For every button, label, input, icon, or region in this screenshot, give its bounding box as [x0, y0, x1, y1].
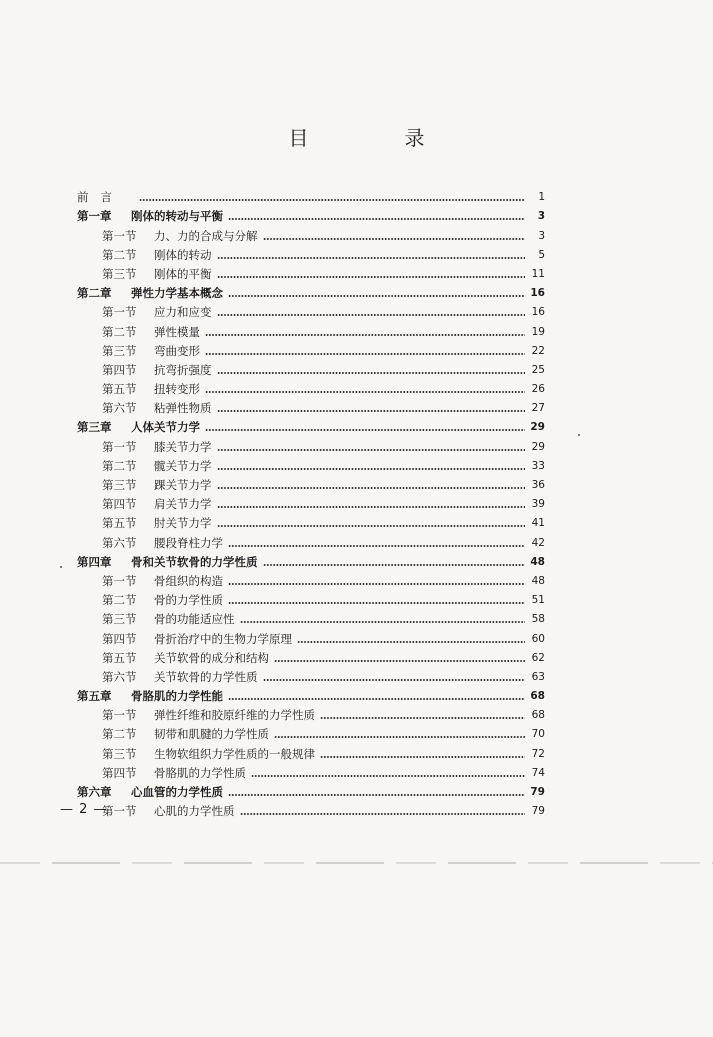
- toc-entry-title: 应力和应变: [154, 305, 212, 320]
- toc-entry-page: 70: [531, 728, 545, 741]
- dot-leader: [205, 333, 525, 337]
- toc-entry-page: 68: [531, 709, 545, 722]
- toc-chapter-entry: [77, 205, 545, 224]
- dot-leader: [228, 544, 525, 548]
- page-title: 目 录: [288, 126, 463, 150]
- toc-entry-page: 79: [530, 786, 545, 798]
- toc-entry-title: 骨的力学性质: [154, 593, 223, 608]
- toc-entry-number: 第一节: [102, 305, 137, 320]
- dot-leader: [217, 313, 526, 317]
- page-number: — 2 —: [60, 802, 108, 817]
- toc-entry-title: 骨胳肌的力学性能: [131, 689, 223, 704]
- toc-entry-page: 41: [531, 517, 545, 530]
- toc-chapter-entry: [77, 416, 545, 435]
- toc-entry-title: 关节软骨的力学性质: [154, 669, 258, 684]
- dot-leader: [274, 735, 525, 739]
- toc-entry-number: 第三章: [77, 420, 112, 435]
- dot-leader: [240, 812, 526, 816]
- toc-entry-page: 72: [531, 747, 545, 760]
- toc-entry-number: 第六节: [102, 669, 137, 684]
- dot-leader: [228, 601, 525, 605]
- toc-section-entry: [77, 742, 545, 761]
- toc-entry-page: 25: [531, 363, 545, 376]
- toc-entry-number: 第一节: [102, 804, 137, 819]
- dot-leader: [274, 659, 525, 663]
- dot-leader: [217, 275, 526, 279]
- dot-leader: [217, 467, 526, 471]
- toc-entry-number: 第二章: [77, 286, 112, 301]
- toc-section-entry: [77, 589, 545, 608]
- toc-section-entry: [77, 627, 545, 646]
- toc-entry-title: 腰段脊柱力学: [154, 535, 223, 550]
- toc-entry-page: 74: [531, 766, 545, 779]
- toc-entry-number: 第六章: [77, 785, 112, 799]
- toc-entry-page: 1: [538, 191, 545, 204]
- toc-entry-number: 第一章: [77, 209, 112, 224]
- toc-entry-title: 骨和关节软骨的力学性质: [131, 554, 258, 569]
- toc-chapter-entry: [77, 551, 545, 570]
- toc-entry-page: 36: [531, 479, 545, 491]
- toc-section-entry: [77, 455, 545, 474]
- toc-entry-page: 22: [531, 344, 545, 357]
- dot-leader: [217, 448, 526, 452]
- dot-leader: [228, 697, 525, 701]
- dot-leader: [263, 678, 526, 682]
- toc-entry-page: 19: [531, 325, 545, 338]
- toc-section-entry: [77, 762, 545, 781]
- toc-section-entry: [77, 723, 545, 742]
- toc-section-entry: [77, 493, 545, 512]
- dot-leader: [263, 563, 526, 567]
- toc-entry-page: 68: [530, 690, 545, 703]
- toc-entry-title: 刚体的平衡: [154, 266, 212, 281]
- toc-entry-number: 第二节: [102, 458, 137, 473]
- toc-entry-title: 粘弹性物质: [154, 401, 212, 416]
- toc-entry-title: 弯曲变形: [154, 343, 200, 358]
- scan-speck: [60, 566, 62, 568]
- toc-entry-page: 26: [531, 383, 545, 396]
- toc-entry-page: 42: [531, 536, 545, 549]
- toc-section-entry: [77, 435, 545, 454]
- dot-leader: [217, 256, 526, 260]
- dot-leader: [205, 390, 525, 394]
- toc-entry-number: 第三节: [102, 343, 137, 358]
- toc-entry-number: 第二节: [102, 247, 137, 262]
- toc-entry-title: 骨胳肌的力学性质: [154, 765, 246, 780]
- toc-section-entry: [77, 570, 545, 589]
- toc-section-entry: [77, 263, 545, 282]
- toc-entry-page: 29: [531, 440, 545, 453]
- toc-entry-number: 第二节: [102, 727, 137, 742]
- toc-entry-title: 人体关节力学: [131, 420, 200, 435]
- toc-entry-number: 第六节: [102, 401, 137, 416]
- table-of-contents: [77, 186, 545, 819]
- toc-section-entry: [77, 397, 545, 416]
- toc-entry-title: 膝关节力学: [154, 439, 212, 454]
- toc-entry-page: 51: [531, 594, 545, 607]
- toc-chapter-entry: [77, 685, 545, 704]
- toc-entry-title: 心肌的力学性质: [154, 804, 235, 819]
- toc-entry-page: 62: [531, 651, 545, 664]
- toc-entry-number: 第五节: [102, 382, 137, 397]
- dot-leader: [217, 409, 526, 413]
- toc-entry-title: 扭转变形: [154, 382, 200, 397]
- toc-section-entry: [77, 704, 545, 723]
- toc-section-entry: [77, 378, 545, 397]
- toc-entry-number: 第一节: [102, 228, 137, 243]
- toc-entry-page: 79: [531, 805, 545, 818]
- toc-section-entry: [77, 531, 545, 550]
- toc-entry-number: 第五章: [77, 689, 112, 704]
- toc-entry-title: 韧带和肌腱的力学性质: [154, 727, 269, 742]
- toc-entry-page: 16: [531, 306, 545, 319]
- toc-entry-page: 60: [531, 632, 545, 645]
- toc-preface-entry: [77, 186, 545, 205]
- toc-entry-page: 33: [531, 459, 545, 472]
- toc-entry-title: 弹性纤维和胶原纤维的力学性质: [154, 708, 315, 723]
- toc-section-entry: [77, 474, 545, 493]
- toc-entry-page: 48: [530, 555, 545, 568]
- toc-entry-number: 第三节: [102, 612, 137, 627]
- toc-section-entry: [77, 340, 545, 359]
- toc-entry-number: 前言: [77, 190, 124, 205]
- toc-entry-title: 骨组织的构造: [154, 573, 223, 588]
- scan-speck: [578, 434, 580, 436]
- toc-entry-page: 48: [531, 574, 545, 587]
- toc-entry-number: 第二节: [102, 324, 137, 339]
- dot-leader: [205, 428, 525, 432]
- toc-entry-page: 11: [531, 267, 545, 280]
- toc-entry-title: 刚体的转动: [154, 247, 212, 262]
- toc-entry-number: 第三节: [102, 266, 137, 281]
- toc-section-entry: [77, 320, 545, 339]
- toc-entry-title: 肘关节力学: [154, 516, 212, 531]
- toc-entry-title: 关节软骨的成分和结构: [154, 650, 269, 665]
- toc-section-entry: [77, 359, 545, 378]
- toc-entry-page: 27: [531, 402, 545, 415]
- toc-entry-number: 第一节: [102, 439, 137, 454]
- dot-leader: [217, 524, 526, 528]
- dot-leader: [205, 352, 525, 356]
- toc-entry-number: 第四节: [102, 362, 137, 377]
- toc-entry-page: 16: [530, 287, 545, 300]
- toc-section-entry: [77, 244, 545, 263]
- toc-entry-title: 生物软组织力学性质的一般规律: [154, 746, 315, 761]
- toc-entry-title: 弹性力学基本概念: [131, 286, 223, 301]
- toc-entry-page: 3: [537, 210, 545, 223]
- toc-entry-title: 骨的功能适应性: [154, 612, 235, 627]
- toc-chapter-entry: [77, 282, 545, 301]
- toc-entry-number: 第四节: [102, 497, 137, 512]
- toc-entry-page: 3: [538, 229, 545, 242]
- toc-entry-title: 心血管的力学性质: [131, 785, 223, 799]
- toc-section-entry: [77, 224, 545, 243]
- dot-leader: [217, 486, 526, 490]
- toc-entry-number: 第五节: [102, 516, 137, 531]
- toc-entry-page: 39: [531, 498, 545, 511]
- toc-entry-page: 63: [531, 670, 545, 683]
- toc-section-entry: [77, 800, 545, 819]
- toc-entry-number: 第二节: [102, 593, 137, 608]
- dot-leader: [251, 774, 525, 778]
- toc-entry-title: 弹性模量: [154, 324, 200, 339]
- dot-leader: [228, 793, 525, 797]
- toc-entry-number: 第三节: [102, 478, 137, 492]
- toc-entry-number: 第一节: [102, 708, 137, 723]
- dot-leader: [263, 237, 526, 241]
- toc-entry-title: 力、力的合成与分解: [154, 228, 258, 243]
- dot-leader: [228, 582, 525, 586]
- toc-entry-title: 骨折治疗中的生物力学原理: [154, 631, 292, 646]
- dot-leader: [228, 294, 525, 298]
- dot-leader: [217, 371, 526, 375]
- toc-entry-page: 29: [530, 421, 545, 434]
- toc-entry-number: 第一节: [102, 573, 137, 588]
- toc-section-entry: [77, 647, 545, 666]
- dot-leader: [320, 716, 525, 720]
- dot-leader: [139, 198, 525, 202]
- toc-entry-number: 第四节: [102, 765, 137, 780]
- toc-entry-page: 5: [538, 248, 545, 261]
- toc-section-entry: [77, 512, 545, 531]
- dot-leader: [217, 505, 526, 509]
- toc-entry-title: 髋关节力学: [154, 458, 212, 473]
- toc-chapter-entry: [77, 781, 545, 800]
- toc-entry-number: 第四章: [77, 554, 112, 569]
- toc-entry-number: 第四节: [102, 631, 137, 646]
- toc-entry-number: 第三节: [102, 746, 137, 761]
- toc-entry-page: 58: [531, 613, 545, 626]
- scan-artifact-line: [0, 862, 713, 864]
- toc-entry-title: 抗弯折强度: [154, 362, 212, 377]
- toc-section-entry: [77, 608, 545, 627]
- toc-entry-title: 肩关节力学: [154, 497, 212, 512]
- dot-leader: [297, 640, 525, 644]
- toc-entry-title: 踝关节力学: [154, 478, 212, 492]
- dot-leader: [228, 217, 525, 221]
- toc-entry-number: 第六节: [102, 535, 137, 550]
- toc-section-entry: [77, 301, 545, 320]
- toc-entry-title: 刚体的转动与平衡: [131, 209, 223, 224]
- toc-section-entry: [77, 666, 545, 685]
- dot-leader: [320, 755, 525, 759]
- toc-entry-number: 第五节: [102, 650, 137, 665]
- dot-leader: [240, 620, 526, 624]
